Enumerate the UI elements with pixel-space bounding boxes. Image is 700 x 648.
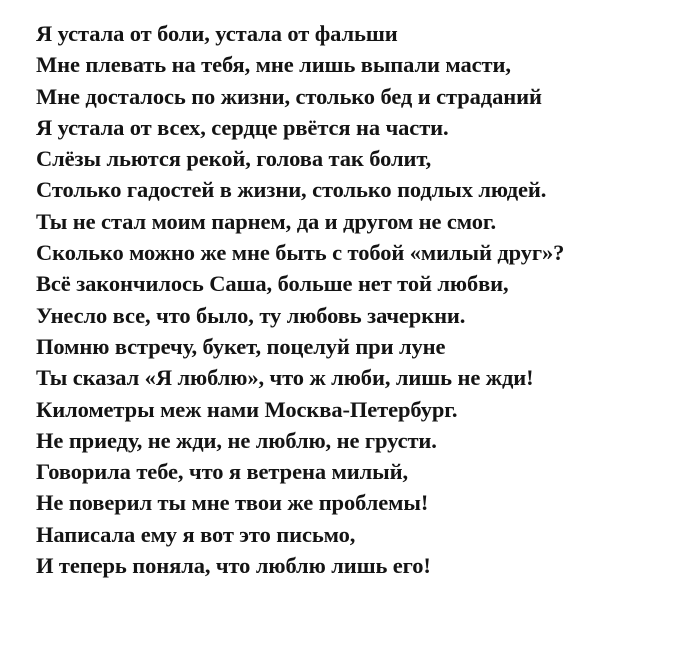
poem-line: Всё закончилось Саша, больше нет той любви,	[36, 271, 509, 297]
poem-line: Говорила тебе, что я ветрена милый,	[36, 459, 408, 485]
poem-line: Я устала от всех, сердце рвётся на части.	[36, 114, 449, 140]
poem-line: Не приеду, не жди, не люблю, не грусти.	[36, 427, 437, 453]
poem-line: Мне плевать на тебя, мне лишь выпали масти,	[36, 52, 511, 78]
poem-line: Слёзы льются рекой, голова так болит,	[36, 146, 432, 172]
poem-line: Столько гадостей в жизни, столько подлых людей.	[36, 177, 547, 203]
poem-line: Ты сказал «Я люблю», что ж люби, лишь не жди!	[36, 365, 534, 391]
poem-line: Мне досталось по жизни, столько бед и страданий	[36, 83, 542, 109]
poem-line: Помню встречу, букет, поцелуй при луне	[36, 333, 446, 359]
poem-line: Не поверил ты мне твои же проблемы!	[36, 490, 429, 516]
poem-line: Написала ему я вот это письмо,	[36, 521, 356, 547]
poem-line: Сколько можно же мне быть с тобой «милый друг»?	[36, 240, 565, 266]
poem-body	[36, 18, 672, 581]
poem-line: Унесло все, что было, ту любовь зачеркни.	[36, 302, 466, 328]
poem-line: Я устала от боли, устала от фальши	[36, 21, 398, 46]
poem-line: Километры меж нами Москва-Петербург.	[36, 396, 458, 422]
poem-line: И теперь поняла, что люблю лишь его!	[36, 553, 431, 579]
poem-line: Ты не стал моим парнем, да и другом не смог.	[36, 208, 496, 234]
